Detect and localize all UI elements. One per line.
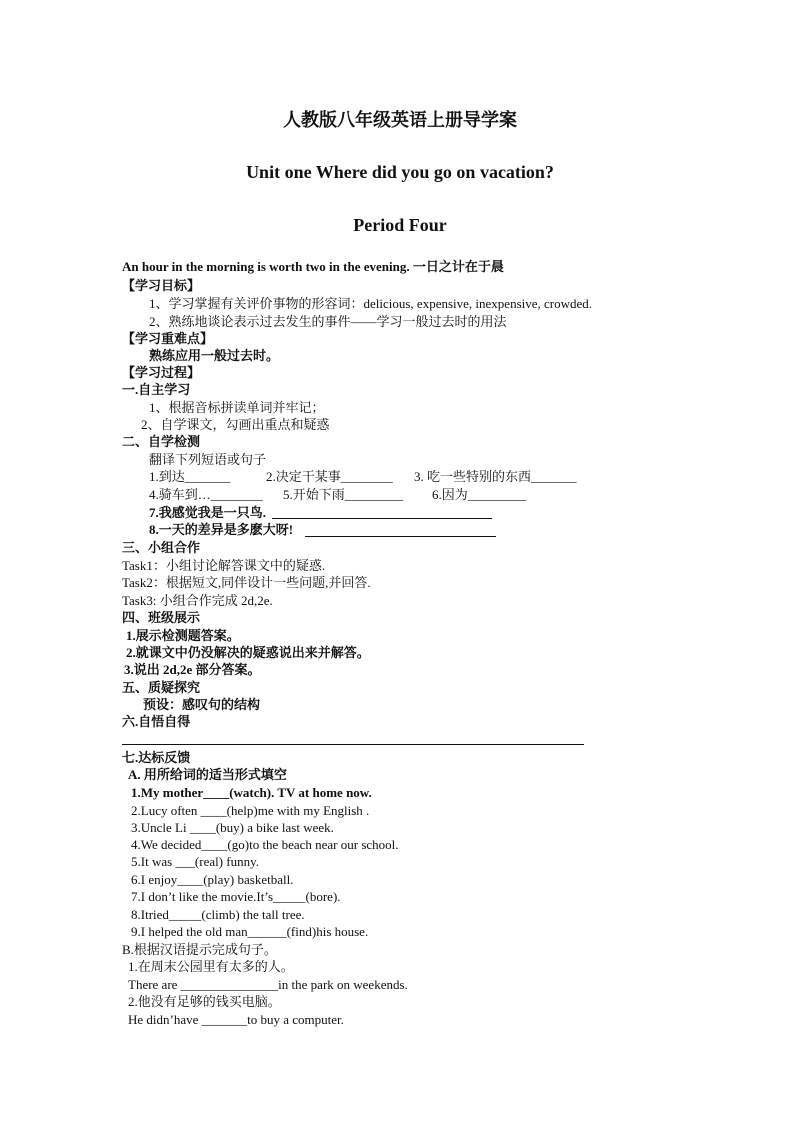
- section-1-item: 2、自学课文，勾画出重点和疑惑: [141, 417, 330, 432]
- period-title: Period Four: [353, 215, 447, 235]
- section-4-item: 2.就课文中仍没解决的疑惑说出来并解答。: [126, 645, 370, 660]
- exercise-item: 1.My mother____(watch). TV at home now.: [131, 785, 372, 800]
- section-3-heading: 三、小组合作: [122, 540, 201, 555]
- keypoints-heading: 【学习重难点】: [122, 331, 214, 346]
- task-item: Task1：小组讨论解答课文中的疑惑.: [122, 558, 326, 573]
- exercise-item: 2.Lucy often ____(help)me with my English .: [131, 803, 370, 818]
- exercise-item: 5.It was ___(real) funny.: [131, 854, 260, 869]
- section-6-heading: 六.自悟自得: [122, 714, 191, 729]
- exercise-item: 7.I don’t like the movie.It’s_____(bore).: [131, 889, 341, 904]
- sentence-item: 2.他没有足够的钱买电脑。: [128, 994, 281, 1009]
- exercise-item: 6.I enjoy____(play) basketball.: [131, 872, 294, 887]
- part-a-heading: A. 用所给词的适当形式填空: [128, 767, 287, 782]
- unit-title: Unit one Where did you go on vacation?: [246, 162, 554, 182]
- sentence-item: He didn’have _______to buy a computer.: [128, 1012, 344, 1027]
- document-title: 人教版八年级英语上册导学案: [283, 110, 517, 130]
- motto: An hour in the morning is worth two in the evening. 一日之计在于晨: [122, 259, 504, 274]
- exercise-item: 3.Uncle Li ____(buy) a bike last week.: [131, 820, 334, 835]
- keypoints-text: 熟练应用一般过去时。: [149, 348, 280, 363]
- answer-line: [305, 536, 496, 537]
- process-heading: 【学习过程】: [122, 365, 201, 380]
- section-7-heading: 七.达标反馈: [122, 750, 191, 765]
- translate-item: 5.开始下雨_________: [283, 487, 404, 502]
- sentence-item: 1.在周末公园里有太多的人。: [128, 959, 294, 974]
- translate-item: 2.决定干某事________: [266, 469, 393, 484]
- task-item: Task2：根据短文,同伴设计一些问题,并回答.: [122, 575, 371, 590]
- section-4-item: 1.展示检测题答案。: [126, 628, 240, 643]
- section-4-item: 3.说出 2d,2e 部分答案。: [124, 662, 261, 677]
- section-1-item: 1、根据音标拼读单词并牢记；: [149, 400, 325, 415]
- section-5-heading: 五、质疑探究: [122, 680, 201, 695]
- answer-line: [272, 518, 492, 519]
- section-1-heading: 一.自主学习: [122, 382, 191, 397]
- translate-item: 4.骑车到…________: [149, 487, 263, 502]
- task-item: Task3: 小组合作完成 2d,2e.: [122, 593, 273, 608]
- exercise-item: 9.I helped the old man______(find)his house.: [131, 924, 369, 939]
- translate-item: 6.因为_________: [432, 487, 527, 502]
- section-2-intro: 翻译下列短语或句子: [149, 452, 267, 467]
- translate-item-7: 7.我感觉我是一只鸟.: [149, 505, 267, 520]
- goals-heading: 【学习目标】: [122, 278, 201, 293]
- sentence-item: There are _______________in the park on weekends.: [128, 977, 408, 992]
- translate-item-8: 8.一天的差异是多麽大呀!: [149, 522, 294, 537]
- translate-item: 1.到达_______: [149, 469, 231, 484]
- translate-item: 3. 吃一些特别的东西_______: [414, 469, 577, 484]
- section-2-heading: 二、自学检测: [122, 434, 201, 449]
- exercise-item: 8.Itried_____(climb) the tall tree.: [131, 907, 305, 922]
- section-4-heading: 四、班级展示: [122, 610, 201, 625]
- exercise-item: 4.We decided____(go)to the beach near our school.: [131, 837, 399, 852]
- goal-item: 2、熟练地谈论表示过去发生的事件——学习一般过去时的用法: [149, 314, 507, 329]
- reflection-line: [122, 744, 584, 745]
- section-5-text: 预设：感叹句的结构: [143, 697, 261, 712]
- goal-item: 1、学习掌握有关评价事物的形容词：delicious, expensive, inexpensive, crowded.: [149, 296, 593, 311]
- part-b-heading: B.根据汉语提示完成句子。: [122, 942, 277, 957]
